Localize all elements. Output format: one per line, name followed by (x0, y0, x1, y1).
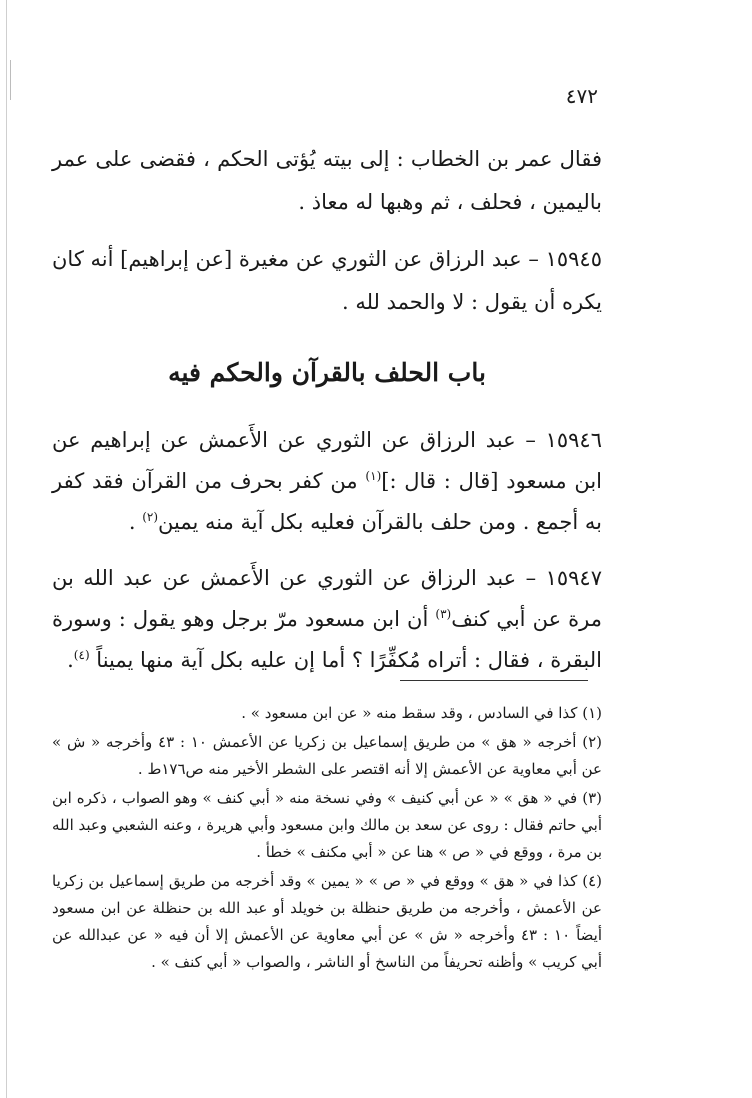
page-number: ٤٧٢ (565, 84, 598, 108)
page-edge-line (6, 0, 7, 1098)
paragraph-text: ١٥٩٤٦ – عبد الرزاق عن الثوري عن الأَعمش عن إبراهيم عن ابن مسعود [قال : قال :] (52, 428, 602, 493)
footnote-marker-3: (٣) (435, 607, 452, 621)
paragraph-hadith-15946 (52, 420, 602, 543)
paragraph-hadith-15947 (52, 558, 602, 681)
footnote-marker-4: (٤) (73, 648, 90, 662)
footnote-marker-2: (٢) (142, 510, 159, 524)
footnote-separator (400, 680, 588, 681)
paragraph-text: . (128, 510, 143, 534)
section-title: باب الحلف بالقرآن والحكم فيه (168, 358, 486, 387)
footnote-1: (١) كذا في السادس ، وقد سقط منه « عن ابن مسعود » . (241, 704, 602, 722)
footnote-marker-1: (١) (365, 469, 382, 483)
paragraph-text: من كفر بحرف من القرآن فقد كفر به أجمع . ومن حلف بالقرآن فعليه بكل آية منه يمين (52, 469, 602, 534)
paragraph-text: أن ابن مسعود مرّ برجل وهو يقول : وسورة البقرة ، فقال : أتراه مُكفِّرًا ؟ أما إن عليه بكل آية منها يميناً (52, 607, 602, 672)
footnote-3: (٣) في « هق » « عن أبي كنيف » وفي نسخة منه « أبي كنف » وهو الصواب ، ذكره ابن أبي حاتم فقال : روى عن سعد بن مالك وابن مسعود وأبي هريرة ، وعنه الشعبي وعبد الله بن مرة ، ووقع في « ص » هنا عن « أبي مكنف » خطأ . (52, 789, 602, 861)
paragraph-intro: فقال عمر بن الخطاب : إلى بيته يُؤتى الحكم ، فقضى على عمر باليمين ، فحلف ، ثم وهبها له معاذ . (52, 147, 602, 214)
footnote-4: (٤) كذا في « هق » ووقع في « ص » « يمين » وقد أخرجه من طريق إسماعيل بن زكريا عن الأعمش ، وأخرجه من طريق حنظلة بن خويلد أو عبد الله بن حنظلة عن ابن مسعود أيضاً ١٠ : ٤٣ وأخرجه « ش » عن أبي معاوية عن الأعمش إلا أن فيه « عن عبدالله عن أبي كريب » وأظنه تحريفاً من الناسخ أو الناشر ، والصواب « أبي كنف » . (52, 872, 602, 971)
page-edge-mark (10, 60, 11, 100)
paragraph-text: ١٥٩٤٧ – عبد الرزاق عن الثوري عن الأَعمش عن عبد الله بن مرة عن أبي كنف (52, 566, 602, 631)
footnote-2: (٢) أخرجه « هق » من طريق إسماعيل بن زكريا عن الأعمش ١٠ : ٤٣ وأخرجه « ش » عن أبي معاوية عن الأعمش إلا أنه اقتصر على الشطر الأخير منه ص١٧٦ط . (52, 733, 603, 778)
paragraph-hadith-15945: ١٥٩٤٥ – عبد الرزاق عن الثوري عن مغيرة [عن إبراهيم] أنه كان يكره أن يقول : لا والحمد لله . (52, 247, 602, 314)
footnotes-section (52, 700, 602, 978)
paragraph-text: . (67, 648, 74, 672)
